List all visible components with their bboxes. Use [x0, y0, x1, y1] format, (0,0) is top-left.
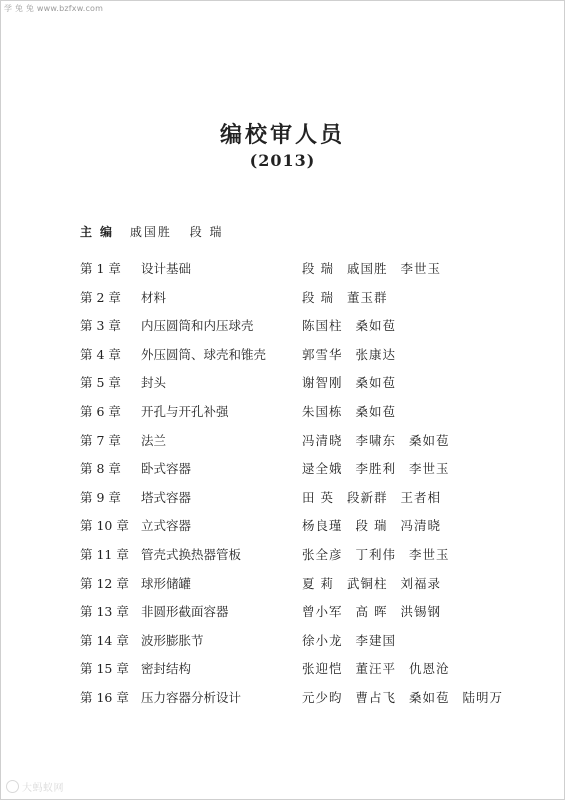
chapter-row: [80, 345, 550, 374]
chapter-people: [302, 259, 454, 277]
chapter-row: [80, 659, 550, 688]
person-name: 李啸东: [355, 432, 397, 448]
chapter-row: [80, 631, 550, 660]
chapter-number: 第 14 章: [80, 632, 129, 648]
chapter-people: [302, 545, 463, 563]
chapter-number: 第 3 章: [80, 318, 121, 334]
person-name: 张康达: [355, 346, 397, 362]
person-name: 段 瑞: [302, 261, 334, 276]
chapter-people: [302, 431, 463, 449]
chapter-people: [302, 602, 454, 620]
chapter-number: 第 6 章: [80, 403, 121, 419]
chapter-number: 第 15 章: [80, 661, 129, 677]
chapter-number: 第 4 章: [80, 346, 121, 362]
chapter-row: [80, 516, 550, 545]
chapter-topic: 球形储罐: [141, 575, 192, 591]
chapter-topic: 设计基础: [141, 261, 192, 276]
chief-editors: [80, 223, 238, 240]
person-name: 夏 莉: [302, 575, 334, 591]
person-name: 元少昀: [302, 689, 343, 705]
person-name: 曹占飞: [355, 689, 397, 705]
chapter-people: [302, 288, 401, 306]
chapter-row: [80, 459, 550, 488]
chapter-people: [302, 574, 454, 592]
chapter-number: 第 10 章: [80, 518, 129, 534]
chapter-people: [302, 631, 409, 649]
person-name: 李世玉: [409, 461, 450, 477]
person-name: 田 英: [302, 489, 334, 505]
chapter-row: [80, 402, 550, 431]
chapter-people: [302, 402, 409, 420]
chapter-people: [302, 316, 409, 334]
person-name: 段新群: [346, 489, 388, 505]
person-name: 桑如苞: [409, 432, 450, 448]
person-name: 冯清晓: [400, 518, 442, 534]
person-name: 段 瑞: [355, 518, 388, 534]
chapter-topic: 开孔与开孔补强: [141, 403, 229, 419]
bottom-watermark: [6, 779, 64, 794]
person-name: 戚国胜: [346, 261, 388, 276]
chapter-row: [80, 545, 550, 574]
person-name: 桑如苞: [355, 403, 397, 419]
person-name: 段 瑞: [302, 289, 334, 305]
person-name: 张全彦: [302, 546, 343, 562]
chapter-row: [80, 259, 550, 288]
chapter-row: [80, 373, 550, 402]
chapter-people: [302, 373, 409, 391]
chapter-topic: 卧式容器: [141, 461, 192, 477]
bottom-watermark-text: 大蚂蚁网: [22, 783, 64, 794]
person-name: 徐小龙: [302, 632, 343, 648]
person-name: 桑如苞: [355, 318, 397, 334]
person-name: 李建国: [355, 632, 397, 648]
chief-editors-label: 主编: [80, 225, 121, 239]
person-name: 逯全娥: [302, 461, 343, 477]
chapter-row: [80, 431, 550, 460]
chapter-number: 第 13 章: [80, 604, 129, 620]
person-name: 丁利伟: [355, 546, 397, 562]
chapter-number: 第 1 章: [80, 261, 121, 276]
person-name: 杨良瑾: [302, 518, 343, 534]
person-name: 陈国柱: [302, 318, 343, 334]
person-name: 张迎恺: [302, 661, 343, 677]
chapter-topic: 波形膨胀节: [141, 632, 204, 648]
person-name: 冯清晓: [302, 432, 343, 448]
person-name: 谢智刚: [302, 375, 343, 391]
person-name: 董玉群: [346, 289, 388, 305]
chapter-topic: 塔式容器: [141, 489, 192, 505]
person-name: 李世玉: [409, 546, 450, 562]
chapter-number: 第 7 章: [80, 432, 121, 448]
chapter-number: 第 12 章: [80, 575, 129, 591]
chapter-topic: 材料: [141, 289, 167, 305]
page-subtitle: (2013): [249, 151, 316, 170]
chapter-number: 第 11 章: [80, 546, 129, 562]
person-name: 桑如苞: [355, 375, 397, 391]
chapter-row: [80, 688, 550, 717]
chapter-list: [80, 259, 550, 717]
top-watermark: 学 兔 兔 www.bzfxw.com: [4, 4, 104, 13]
chapter-people: [302, 459, 463, 477]
chapter-topic: 密封结构: [141, 661, 192, 677]
chapter-topic: 外压圆筒、球壳和锥壳: [141, 346, 267, 362]
person-name: 桑如苞: [409, 689, 450, 705]
chapter-people: [302, 659, 463, 677]
person-name: 朱国栋: [302, 403, 343, 419]
chapter-number: 第 2 章: [80, 289, 121, 305]
chapter-topic: 压力容器分析设计: [141, 689, 242, 705]
chapter-row: [80, 288, 550, 317]
chapter-people: [302, 345, 409, 363]
person-name: 董汪平: [355, 661, 397, 677]
person-name: 陆明万: [462, 689, 504, 705]
chapter-topic: 管壳式换热器管板: [141, 546, 242, 562]
chapter-topic: 法兰: [141, 432, 167, 448]
chapter-row: [80, 316, 550, 345]
person-name: 李胜利: [355, 461, 397, 477]
chapter-people: [302, 688, 516, 706]
chapter-topic: 内压圆筒和内压球壳: [141, 318, 254, 334]
chapter-row: [80, 574, 550, 603]
person-name: 洪锡钢: [400, 604, 442, 620]
chapter-people: [302, 516, 454, 534]
person-name: 郭雪华: [302, 346, 343, 362]
chapter-topic: 封头: [141, 375, 167, 391]
person-name: 李世玉: [400, 261, 442, 276]
chapter-topic: 立式容器: [141, 518, 192, 534]
person-name: 曾小军: [302, 604, 343, 620]
chapter-number: 第 9 章: [80, 489, 121, 505]
watermark-logo-icon: [6, 780, 19, 793]
chapter-number: 第 16 章: [80, 689, 129, 705]
chief-editor-name: 戚国胜: [129, 225, 172, 239]
chief-editor-name: 段 瑞: [189, 225, 224, 239]
chapter-people: [302, 488, 454, 506]
person-name: 武铜柱: [346, 575, 388, 591]
person-name: 刘福录: [400, 575, 442, 591]
chapter-row: [80, 602, 550, 631]
page-title: 编校审人员: [219, 122, 345, 148]
chapter-number: 第 5 章: [80, 375, 121, 391]
person-name: 仇恩沧: [409, 661, 450, 677]
person-name: 高 晖: [355, 604, 388, 620]
chapter-topic: 非圆形截面容器: [141, 604, 229, 620]
chapter-row: [80, 488, 550, 517]
chapter-number: 第 8 章: [80, 461, 121, 477]
person-name: 王者相: [400, 489, 442, 505]
